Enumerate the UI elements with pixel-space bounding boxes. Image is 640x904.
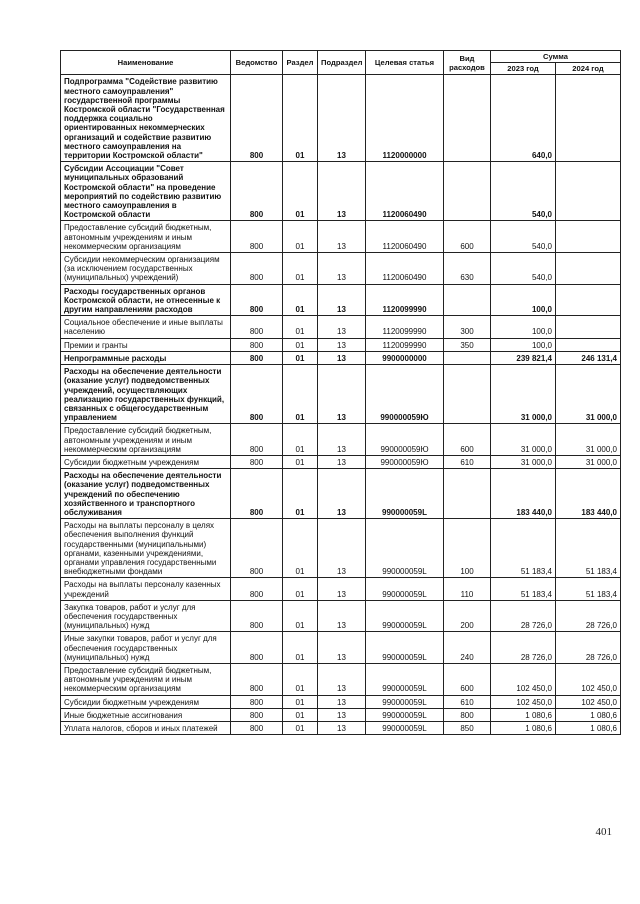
- cell-vid: 610: [444, 455, 491, 468]
- cell-year2: [556, 75, 621, 162]
- cell-year2: [556, 221, 621, 253]
- cell-razdel: 01: [283, 469, 318, 519]
- cell-name: Расходы государственных органов Костромской области, не отнесенные к другим направлениям расходов: [61, 284, 231, 316]
- table-row: [61, 578, 621, 600]
- cell-vedomstvo: 800: [231, 469, 283, 519]
- table-row: [61, 221, 621, 253]
- cell-podrazdel: 13: [318, 221, 366, 253]
- cell-podrazdel: 13: [318, 722, 366, 735]
- cell-name: Предоставление субсидий бюджетным, автономным учреждениям и иным некоммерческим организациям: [61, 663, 231, 695]
- table-row: [61, 365, 621, 424]
- header-vedomstvo: Ведомство: [231, 51, 283, 75]
- cell-year2: 31 000,0: [556, 455, 621, 468]
- cell-vid: 200: [444, 600, 491, 632]
- cell-year2: [556, 253, 621, 285]
- cell-vedomstvo: 800: [231, 424, 283, 456]
- table-row: [61, 708, 621, 721]
- cell-razdel: 01: [283, 519, 318, 578]
- cell-vedomstvo: 800: [231, 162, 283, 221]
- cell-vid: 100: [444, 519, 491, 578]
- cell-year2: 1 080,6: [556, 722, 621, 735]
- cell-vid: 850: [444, 722, 491, 735]
- cell-year1: 1 080,6: [491, 722, 556, 735]
- cell-vedomstvo: 800: [231, 221, 283, 253]
- cell-year2: 28 726,0: [556, 600, 621, 632]
- cell-name: Расходы на выплаты персоналу казенных учреждений: [61, 578, 231, 600]
- cell-podrazdel: 13: [318, 519, 366, 578]
- cell-name: Предоставление субсидий бюджетным, автономным учреждениям и иным некоммерческим организациям: [61, 221, 231, 253]
- table-row: [61, 722, 621, 735]
- header-celevaya: Целевая статья: [366, 51, 444, 75]
- cell-year1: 31 000,0: [491, 424, 556, 456]
- header-podrazdel: Подраздел: [318, 51, 366, 75]
- cell-razdel: 01: [283, 351, 318, 364]
- header-year1: 2023 год: [491, 63, 556, 75]
- cell-year2: [556, 162, 621, 221]
- cell-name: Премии и гранты: [61, 338, 231, 351]
- cell-year2: 51 183,4: [556, 519, 621, 578]
- cell-vedomstvo: 800: [231, 351, 283, 364]
- table-row: [61, 455, 621, 468]
- cell-name: Субсидии бюджетным учреждениям: [61, 695, 231, 708]
- cell-podrazdel: 13: [318, 316, 366, 338]
- cell-year1: 100,0: [491, 338, 556, 351]
- cell-vedomstvo: 800: [231, 708, 283, 721]
- cell-podrazdel: 13: [318, 253, 366, 285]
- cell-podrazdel: 13: [318, 162, 366, 221]
- cell-vid: [444, 365, 491, 424]
- cell-podrazdel: 13: [318, 365, 366, 424]
- cell-celevaya: 990000059Ю: [366, 455, 444, 468]
- cell-celevaya: 1120060490: [366, 221, 444, 253]
- cell-vid: 350: [444, 338, 491, 351]
- cell-year2: 31 000,0: [556, 424, 621, 456]
- table-row: [61, 338, 621, 351]
- cell-vid: 630: [444, 253, 491, 285]
- cell-podrazdel: 13: [318, 708, 366, 721]
- cell-vedomstvo: 800: [231, 578, 283, 600]
- cell-podrazdel: 13: [318, 455, 366, 468]
- cell-celevaya: 990000059L: [366, 695, 444, 708]
- cell-year2: [556, 284, 621, 316]
- budget-table-sheet: [60, 50, 620, 735]
- cell-year2: [556, 338, 621, 351]
- cell-celevaya: 1120099990: [366, 338, 444, 351]
- cell-year2: 102 450,0: [556, 663, 621, 695]
- cell-year1: 51 183,4: [491, 578, 556, 600]
- cell-razdel: 01: [283, 316, 318, 338]
- cell-year2: [556, 316, 621, 338]
- cell-year1: 100,0: [491, 316, 556, 338]
- table-row: [61, 600, 621, 632]
- cell-name: Расходы на обеспечение деятельности (оказание услуг) подведомственных учреждений по обеспечению хозяйственного и транспортного обслуживания: [61, 469, 231, 519]
- table-row: [61, 75, 621, 162]
- cell-celevaya: 9900000000: [366, 351, 444, 364]
- table-row: [61, 284, 621, 316]
- cell-name: Непрограммные расходы: [61, 351, 231, 364]
- cell-year1: 540,0: [491, 253, 556, 285]
- cell-vedomstvo: 800: [231, 695, 283, 708]
- cell-razdel: 01: [283, 221, 318, 253]
- cell-name: Уплата налогов, сборов и иных платежей: [61, 722, 231, 735]
- cell-year1: 100,0: [491, 284, 556, 316]
- cell-podrazdel: 13: [318, 338, 366, 351]
- cell-celevaya: 990000059Ю: [366, 365, 444, 424]
- cell-podrazdel: 13: [318, 75, 366, 162]
- cell-vid: [444, 469, 491, 519]
- cell-year1: 102 450,0: [491, 695, 556, 708]
- cell-celevaya: 990000059Ю: [366, 424, 444, 456]
- cell-razdel: 01: [283, 162, 318, 221]
- cell-podrazdel: 13: [318, 351, 366, 364]
- cell-name: Расходы на выплаты персоналу в целях обеспечения выполнения функций государственными (муниципальными) органами, казенными учреждениями, органами управления государственными внебюджетными фондами: [61, 519, 231, 578]
- cell-year1: 540,0: [491, 162, 556, 221]
- table-row: [61, 519, 621, 578]
- cell-razdel: 01: [283, 708, 318, 721]
- cell-year2: 1 080,6: [556, 708, 621, 721]
- table-row: [61, 469, 621, 519]
- cell-vid: [444, 284, 491, 316]
- cell-celevaya: 1120099990: [366, 316, 444, 338]
- cell-razdel: 01: [283, 722, 318, 735]
- cell-vedomstvo: 800: [231, 253, 283, 285]
- cell-year2: 246 131,4: [556, 351, 621, 364]
- cell-razdel: 01: [283, 253, 318, 285]
- cell-celevaya: 990000059L: [366, 722, 444, 735]
- cell-podrazdel: 13: [318, 424, 366, 456]
- cell-name: Подпрограмма "Содействие развитию местного самоуправления" государственной программы Костромской области "Государственная поддержка социально ориентированных некоммерческих организаций и содействие развитию местного самоуправления на территории Костромской области": [61, 75, 231, 162]
- page-number: 401: [595, 826, 612, 838]
- cell-razdel: 01: [283, 424, 318, 456]
- cell-name: Расходы на обеспечение деятельности (оказание услуг) подведомственных учреждений, осуществляющих реализацию государственных функций, связанных с общегосударственным управлением: [61, 365, 231, 424]
- cell-celevaya: 990000059L: [366, 469, 444, 519]
- cell-vid: 800: [444, 708, 491, 721]
- table-row: [61, 424, 621, 456]
- table-row: [61, 695, 621, 708]
- cell-year1: 1 080,6: [491, 708, 556, 721]
- cell-vedomstvo: 800: [231, 316, 283, 338]
- cell-name: Иные закупки товаров, работ и услуг для обеспечения государственных (муниципальных) нужд: [61, 632, 231, 664]
- cell-name: Субсидии Ассоциации "Совет муниципальных образований Костромской области" на проведение мероприятий по содействию развитию местного самоуправления в Костромской области: [61, 162, 231, 221]
- cell-vedomstvo: 800: [231, 722, 283, 735]
- cell-celevaya: 1120000000: [366, 75, 444, 162]
- cell-year1: 51 183,4: [491, 519, 556, 578]
- cell-vid: [444, 351, 491, 364]
- cell-year1: 183 440,0: [491, 469, 556, 519]
- cell-year1: 28 726,0: [491, 600, 556, 632]
- cell-name: Предоставление субсидий бюджетным, автономным учреждениям и иным некоммерческим организациям: [61, 424, 231, 456]
- cell-vid: 600: [444, 424, 491, 456]
- cell-name: Иные бюджетные ассигнования: [61, 708, 231, 721]
- cell-year1: 102 450,0: [491, 663, 556, 695]
- cell-vedomstvo: 800: [231, 284, 283, 316]
- cell-vid: 600: [444, 221, 491, 253]
- cell-vid: [444, 75, 491, 162]
- table-row: [61, 351, 621, 364]
- cell-podrazdel: 13: [318, 469, 366, 519]
- cell-year1: 28 726,0: [491, 632, 556, 664]
- cell-celevaya: 990000059L: [366, 578, 444, 600]
- cell-celevaya: 990000059L: [366, 519, 444, 578]
- cell-celevaya: 990000059L: [366, 708, 444, 721]
- cell-vid: 600: [444, 663, 491, 695]
- table-row: [61, 316, 621, 338]
- cell-podrazdel: 13: [318, 578, 366, 600]
- cell-vedomstvo: 800: [231, 519, 283, 578]
- cell-razdel: 01: [283, 600, 318, 632]
- header-name: Наименование: [61, 51, 231, 75]
- cell-year1: 239 821,4: [491, 351, 556, 364]
- cell-celevaya: 1120060490: [366, 253, 444, 285]
- cell-podrazdel: 13: [318, 695, 366, 708]
- table-row: [61, 632, 621, 664]
- cell-name: Закупка товаров, работ и услуг для обеспечения государственных (муниципальных) нужд: [61, 600, 231, 632]
- cell-year2: 102 450,0: [556, 695, 621, 708]
- cell-celevaya: 1120060490: [366, 162, 444, 221]
- cell-year2: 31 000,0: [556, 365, 621, 424]
- table-header: [61, 51, 621, 75]
- cell-year2: 183 440,0: [556, 469, 621, 519]
- header-razdel: Раздел: [283, 51, 318, 75]
- table-body: [61, 75, 621, 735]
- cell-name: Субсидии некоммерческим организациям (за исключением государственных (муниципальных) учреждений): [61, 253, 231, 285]
- cell-year2: 28 726,0: [556, 632, 621, 664]
- cell-razdel: 01: [283, 365, 318, 424]
- cell-razdel: 01: [283, 455, 318, 468]
- cell-podrazdel: 13: [318, 284, 366, 316]
- cell-name: Субсидии бюджетным учреждениям: [61, 455, 231, 468]
- cell-razdel: 01: [283, 663, 318, 695]
- cell-razdel: 01: [283, 75, 318, 162]
- cell-vedomstvo: 800: [231, 365, 283, 424]
- header-summa: Сумма: [491, 51, 621, 63]
- table-row: [61, 162, 621, 221]
- cell-year2: 51 183,4: [556, 578, 621, 600]
- cell-razdel: 01: [283, 632, 318, 664]
- header-vid: Вид расходов: [444, 51, 491, 75]
- cell-vid: 240: [444, 632, 491, 664]
- cell-podrazdel: 13: [318, 600, 366, 632]
- header-year2: 2024 год: [556, 63, 621, 75]
- cell-year1: 640,0: [491, 75, 556, 162]
- cell-podrazdel: 13: [318, 663, 366, 695]
- table-row: [61, 663, 621, 695]
- cell-vid: 110: [444, 578, 491, 600]
- cell-vedomstvo: 800: [231, 75, 283, 162]
- cell-celevaya: 990000059L: [366, 600, 444, 632]
- cell-year1: 31 000,0: [491, 455, 556, 468]
- budget-table: [60, 50, 621, 735]
- cell-razdel: 01: [283, 578, 318, 600]
- cell-year1: 31 000,0: [491, 365, 556, 424]
- cell-podrazdel: 13: [318, 632, 366, 664]
- cell-vedomstvo: 800: [231, 663, 283, 695]
- cell-celevaya: 1120099990: [366, 284, 444, 316]
- cell-vid: 610: [444, 695, 491, 708]
- cell-razdel: 01: [283, 338, 318, 351]
- cell-razdel: 01: [283, 695, 318, 708]
- cell-razdel: 01: [283, 284, 318, 316]
- table-row: [61, 253, 621, 285]
- cell-vid: 300: [444, 316, 491, 338]
- cell-vedomstvo: 800: [231, 600, 283, 632]
- cell-vedomstvo: 800: [231, 455, 283, 468]
- cell-vid: [444, 162, 491, 221]
- cell-name: Социальное обеспечение и иные выплаты населению: [61, 316, 231, 338]
- cell-vedomstvo: 800: [231, 338, 283, 351]
- cell-celevaya: 990000059L: [366, 663, 444, 695]
- cell-vedomstvo: 800: [231, 632, 283, 664]
- cell-year1: 540,0: [491, 221, 556, 253]
- cell-celevaya: 990000059L: [366, 632, 444, 664]
